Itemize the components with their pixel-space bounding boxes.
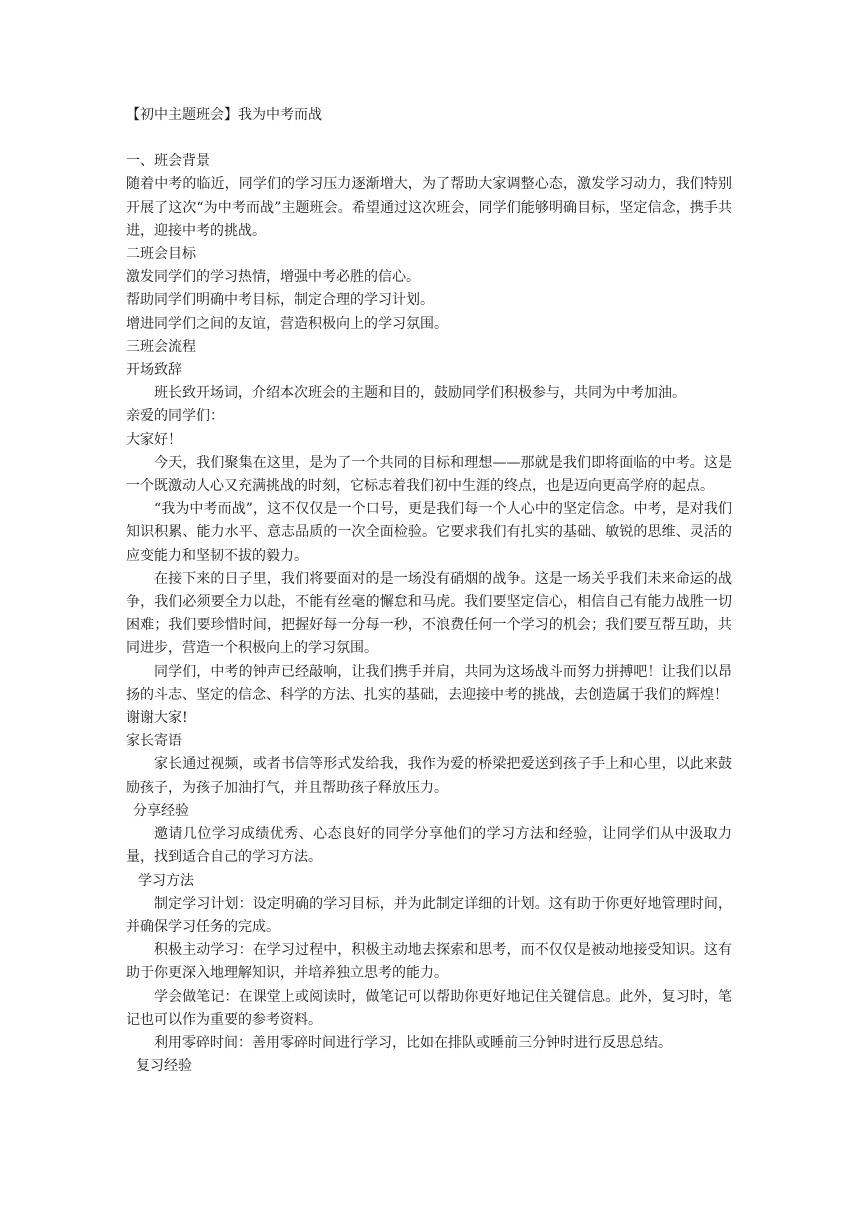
section-heading-background: 一、班会背景 [126,153,210,170]
speech-paragraph: 今天，我们聚集在这里，是为了一个共同的目标和理想——那就是我们即将面临的中考。这是一个既激动人心又充满挑战的时刻，它标志着我们初中生涯的终点，也是迈向更高学府的起点。 [126,454,732,495]
section-heading-goals: 二班会目标 [126,246,196,263]
parents-paragraph: 家长通过视频，或者书信等形式发给我，我作为爱的桥梁把爱送到孩子手上和心里，以此来鼓励孩子，为孩子加油打气，并且帮助孩子释放压力。 [126,756,732,796]
speech-salutation: 亲爱的同学们： [126,408,224,425]
background-paragraph: 随着中考的临近，同学们的学习压力逐渐增大，为了帮助大家调整心态，激发学习动力，我们特别开展了这次“为中考而战”主题班会。希望通过这次班会，同学们能够明确目标，坚定信念，携手共进，迎接中考的挑战。 [126,176,732,239]
goal-item: 激发同学们的学习热情，增强中考必胜的信心。 [126,269,420,286]
speech-paragraph: 同学们，中考的钟声已经敲响，让我们携手并肩，共同为这场战斗而努力拼搏吧！让我们以昂扬的斗志、坚定的信念、科学的方法、扎实的基础，去迎接中考的挑战，去创造属于我们的辉煌！ [126,663,732,703]
subheading-review: 复习经验 [136,1058,192,1075]
method-item: 制定学习计划：设定明确的学习目标，并为此制定详细的计划。这有助于你更好地管理时间，并确保学习任务的完成。 [126,895,732,935]
subheading-methods: 学习方法 [138,872,194,889]
subheading-parents: 家长寄语 [126,733,182,750]
speech-thanks: 谢谢大家! [126,710,188,727]
method-item: 积极主动学习：在学习过程中，积极主动地去探索和思考，而不仅仅是被动地接受知识。这有助于你更深入地理解知识，并培养独立思考的能力。 [126,942,732,982]
section-heading-process: 三班会流程 [126,338,196,355]
speech-greeting: 大家好！ [126,431,182,448]
subheading-share: 分享经验 [133,802,189,819]
method-item: 学会做笔记：在课堂上或阅读时，做笔记可以帮助你更好地记住关键信息。此外，复习时，笔记也可以作为重要的参考资料。 [126,988,732,1028]
document-title: 【初中主题班会】我为中考而战 [126,107,322,123]
speech-paragraph: 在接下来的日子里，我们将要面对的是一场没有硝烟的战争。这是一场关乎我们未来命运的战争，我们必须要全力以赴，不能有丝毫的懈怠和马虎。我们要坚定信心，相信自己有能力战胜一切困难；我们要珍惜时间，把握好每一分每一秒，不浪费任何一个学习的机会；我们要互帮互助，共同进步，营造一个积极向上的学习氛围。 [126,570,732,657]
document-page [126,104,732,1078]
opening-intro-paragraph: 班长致开场词，介绍本次班会的主题和目的，鼓励同学们积极参与，共同为中考加油。 [154,385,686,402]
goal-item: 帮助同学们明确中考目标，制定合理的学习计划。 [126,292,434,309]
subheading-opening: 开场致辞 [126,362,182,379]
method-item: 利用零碎时间：善用零碎时间进行学习，比如在排队或睡前三分钟时进行反思总结。 [154,1034,672,1051]
share-paragraph: 邀请几位学习成绩优秀、心态良好的同学分享他们的学习方法和经验，让同学们从中汲取力量，找到适合自己的学习方法。 [126,826,732,866]
goal-item: 增进同学们之间的友谊，营造积极向上的学习氛围。 [126,315,448,332]
speech-paragraph: “我为中考而战”，这不仅仅是一个口号，更是我们每一个人心中的坚定信念。中考，是对我们知识积累、能力水平、意志品质的一次全面检验。它要求我们有扎实的基础、敏锐的思维、灵活的应变能力和坚韧不拔的毅力。 [126,501,732,564]
